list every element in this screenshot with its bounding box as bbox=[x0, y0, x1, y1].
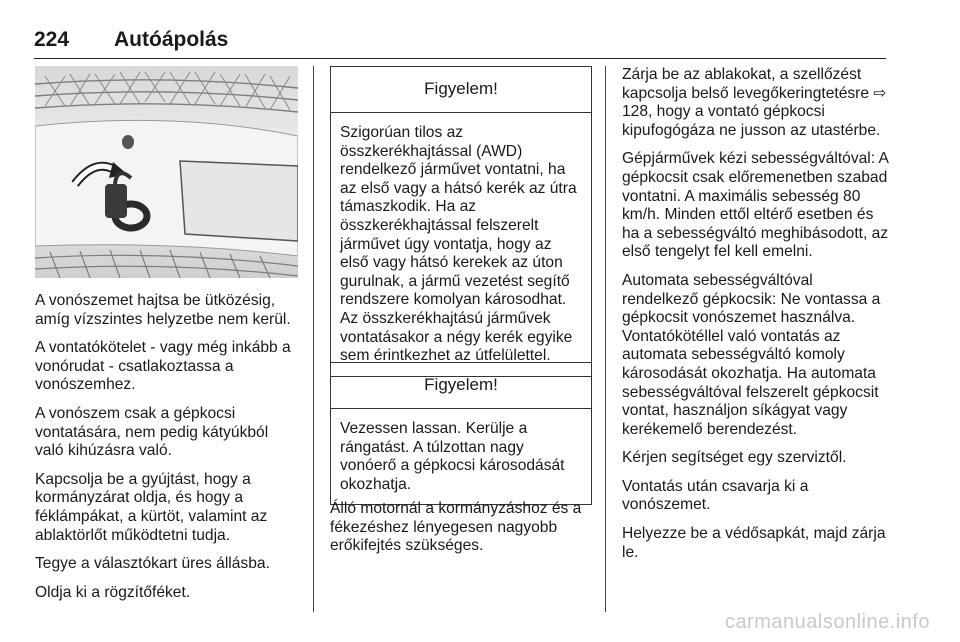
paragraph: Vontatás után csavarja ki a vonószemet. bbox=[622, 477, 809, 514]
paragraph: Automata sebességváltóval rendelkező gépkocsik: Ne vontassa a gépkocsit vonószemet használva. Vontatókötéllel való vontatás az automata sebességváltó komoly károsodását okozhatja. Ha automata sebességváltóval felszerelt gépkocsit vontat, használjon síkágyat vagy kerékemelő berendezést. bbox=[622, 271, 881, 438]
watermark: carmanualsonline.info bbox=[724, 611, 930, 633]
page-header bbox=[34, 28, 886, 59]
left-column bbox=[35, 292, 301, 612]
paragraph: Kérjen segítséget egy szerviztől. bbox=[622, 449, 847, 467]
paragraph: A vonószem csak a gépkocsi vontatására, nem pedig kátyúkból való kihúzásra való. bbox=[35, 404, 269, 460]
tow-eye-illustration bbox=[35, 66, 298, 278]
warning-box bbox=[330, 66, 592, 377]
paragraph: Helyezze be a védősapkát, majd zárja le. bbox=[622, 525, 886, 561]
paragraph: Oldja ki a rögzítőféket. bbox=[35, 583, 191, 601]
warning-box bbox=[330, 362, 592, 505]
paragraph: Kapcsolja be a gyújtást, hogy a kormányzárat oldja, és hogy a féklámpákat, a kürtöt, valamint az ablaktörlőt működtetni tudja. bbox=[35, 470, 268, 544]
warning-title: Figyelem! bbox=[331, 363, 591, 409]
paragraph: A vontatókötelet - vagy még inkább a vonórudat - csatlakoztassa a vonószemhez. bbox=[35, 339, 291, 394]
middle-column-text bbox=[330, 500, 592, 566]
right-column bbox=[622, 66, 890, 572]
column-divider bbox=[605, 66, 606, 612]
paragraph bbox=[622, 66, 890, 140]
section-title: Autóápolás bbox=[114, 28, 229, 51]
arrow-reference-icon: ⇨ bbox=[873, 84, 887, 102]
page-number: 224 bbox=[34, 28, 70, 51]
column-divider bbox=[313, 66, 314, 612]
paragraph: Álló motornál a kormányzáshoz és a fékezéshez lényegesen nagyobb erőkifejtés szükséges. bbox=[330, 500, 582, 555]
paragraph: Gépjárművek kézi sebességváltóval: A gépkocsit csak előremenetben szabad vontatni. A maximális sebesség 80 km/h. Minden ettől eltérő esetben és ha a sebességváltó meghibásodott, az első tengelyt fel kell emelni. bbox=[622, 150, 889, 261]
warning-text: Szigorúan tilos az összkerékhajtással (AWD) rendelkező járművet vontatni, ha az első vagy a hátsó kerék az útra támaszkodik. Ha az összkerékhajtással felszerelt járművet úgy vontatja, hogy az első vagy hátsó kerekek az úton gurulnak, a jármű vezetést segítő rendszere komolyan károsodhat. Az összkerékhajtású járművek vontatásakor a négy kerék egyike sem érintkezhet az útfelülettel. bbox=[340, 124, 577, 365]
text-run: 128, hogy a vontató gépkocsi kipufogógáza ne jusson az utastérbe. bbox=[622, 103, 881, 139]
tow-eye-photo bbox=[35, 66, 298, 278]
text-run: Zárja be az ablakokat, a szellőzést kapcsolja belső levegőkeringtetésre bbox=[622, 66, 874, 102]
paragraph: Tegye a választókart üres állásba. bbox=[35, 555, 270, 573]
paragraph: A vonószemet hajtsa be ütközésig, amíg vízszintes helyzetbe nem kerül. bbox=[35, 292, 291, 328]
warning-text: Vezessen lassan. Kerülje a rángatást. A túlzottan nagy vonóerő a gépkocsi károsodását okozhatja. bbox=[340, 420, 565, 493]
warning-title: Figyelem! bbox=[331, 67, 591, 113]
